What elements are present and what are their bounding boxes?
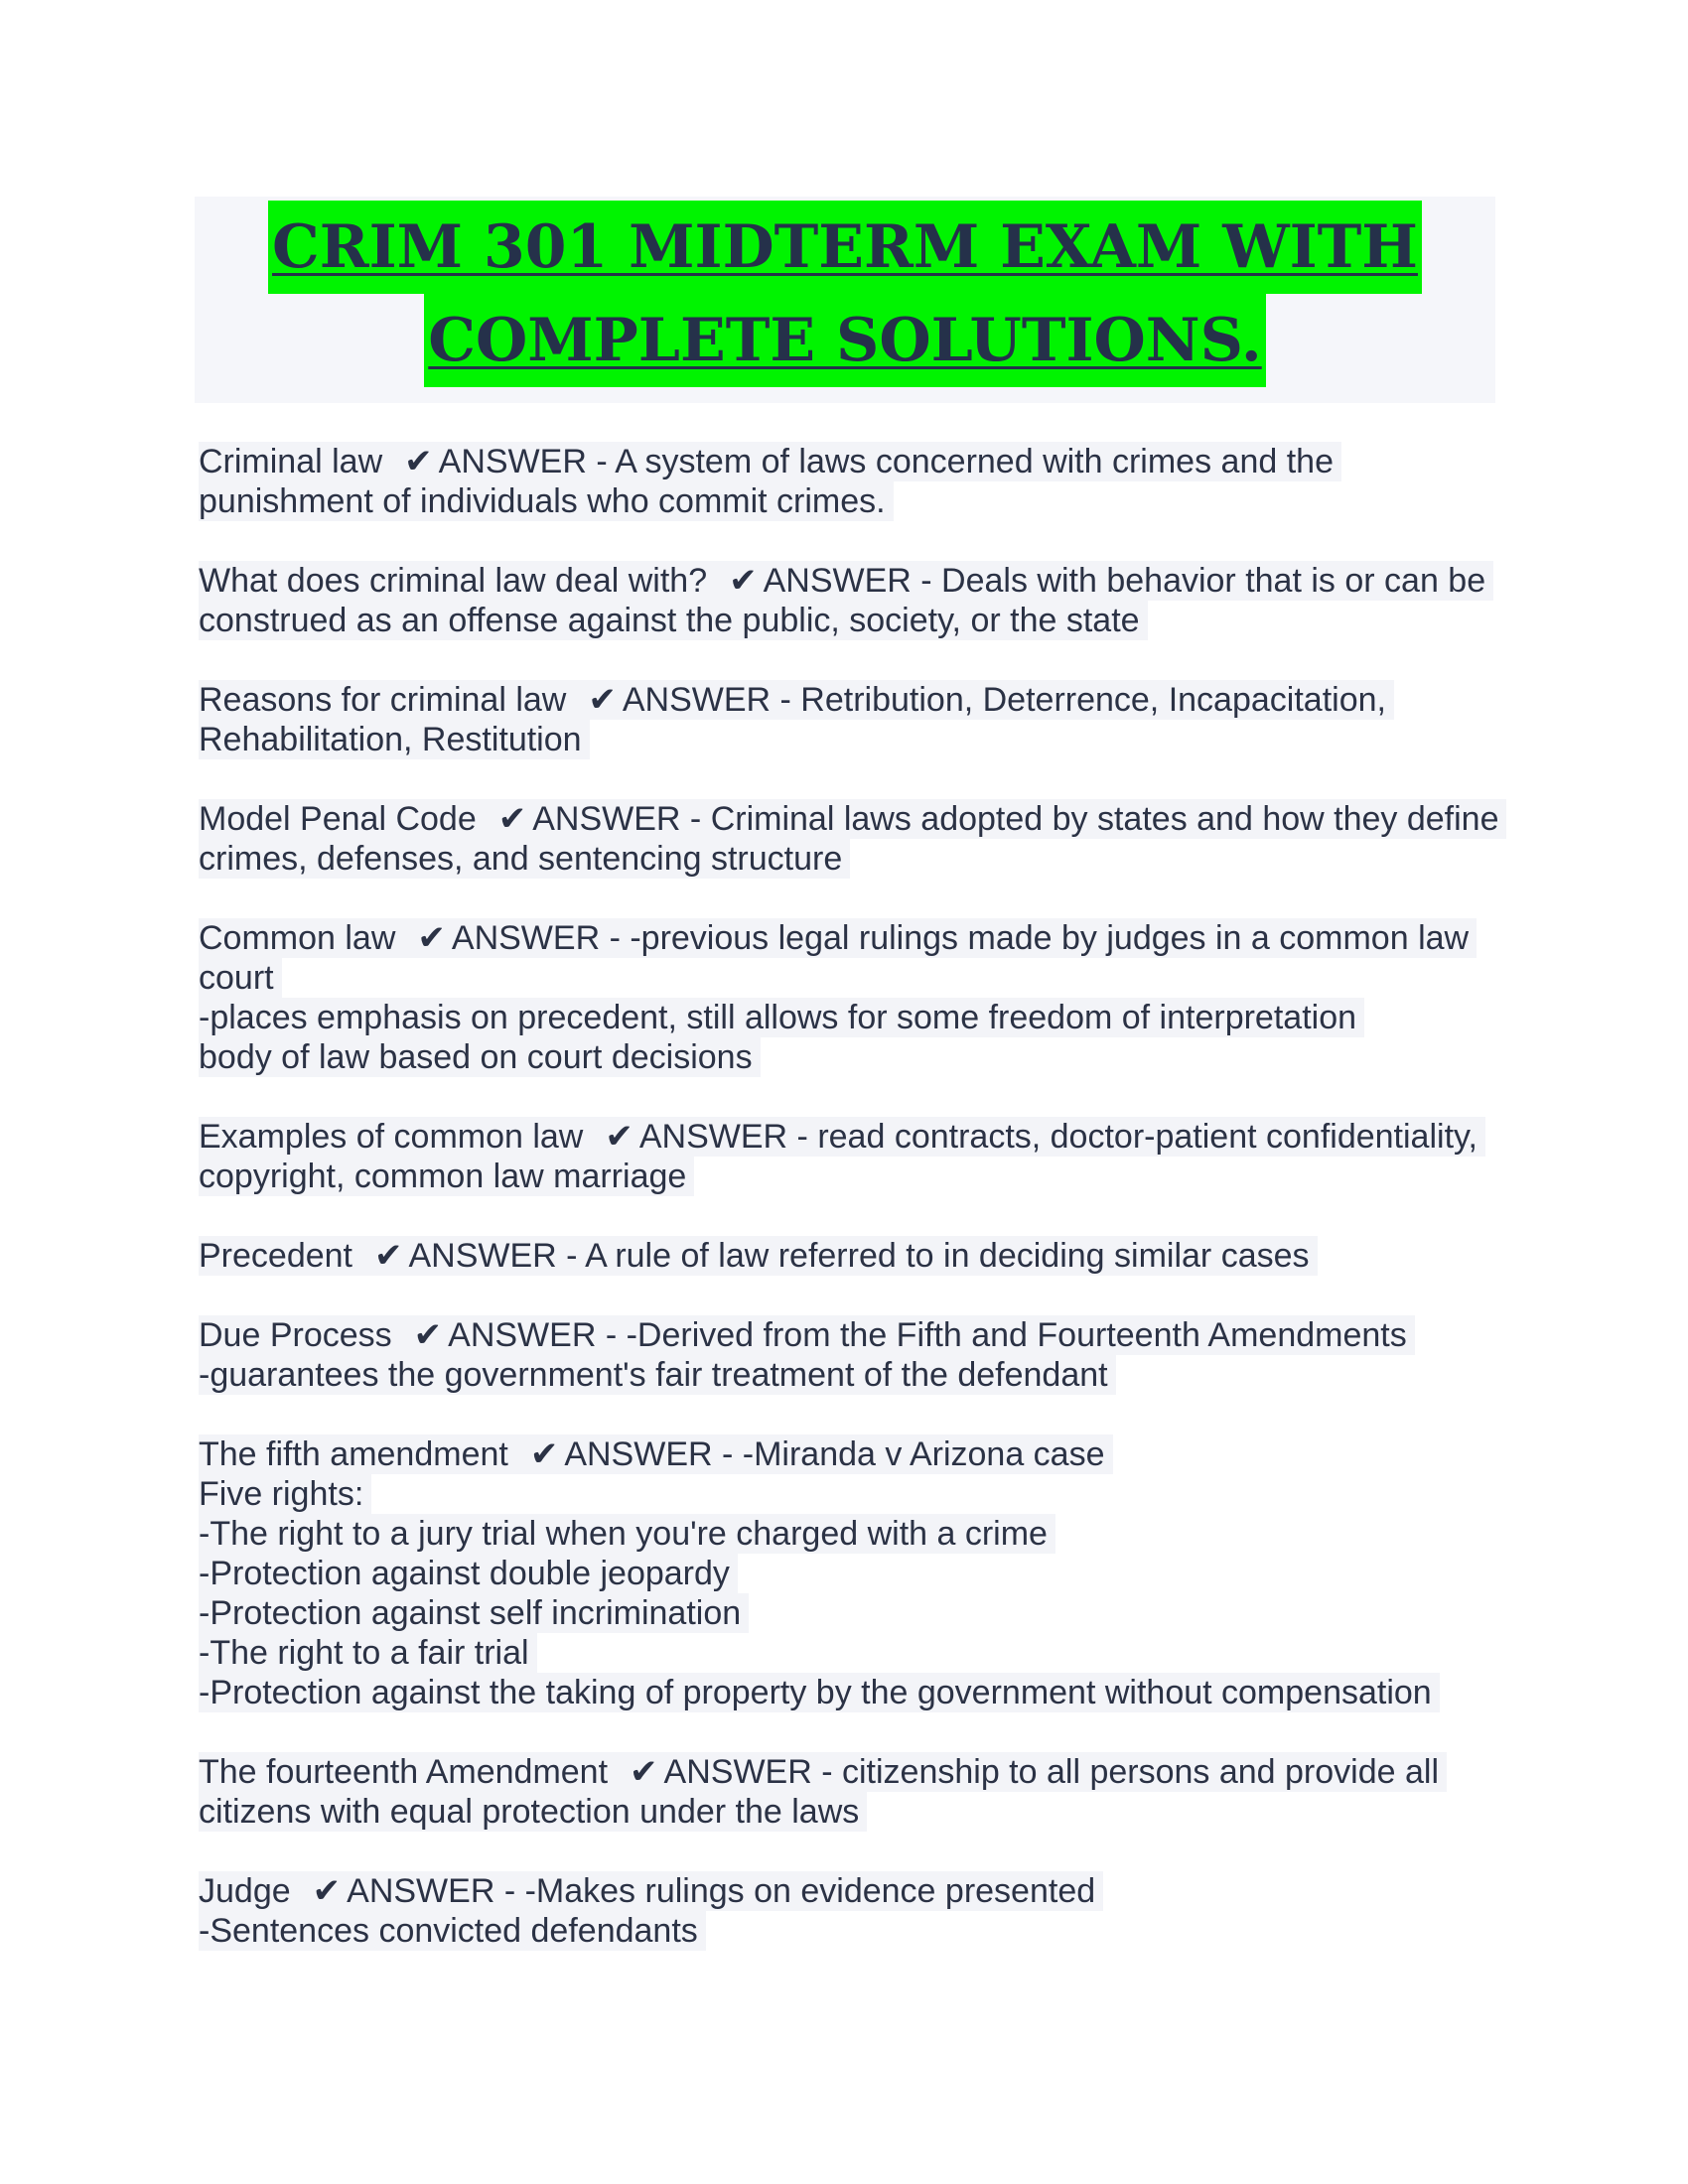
qa-answer-continued: -Protection against self incrimination <box>199 1593 749 1633</box>
qa-answer: ANSWER - Deals with behavior that is or can be <box>763 562 1486 600</box>
qa-item <box>199 1434 1499 1712</box>
qa-first-line <box>199 561 1493 601</box>
qa-answer-continued: body of law based on court decisions <box>199 1037 761 1077</box>
qa-first-line <box>199 918 1477 958</box>
qa-first-line <box>199 442 1341 481</box>
qa-item <box>199 561 1499 640</box>
check-mark-icon: ✔ <box>605 1118 633 1156</box>
check-mark-icon: ✔ <box>404 443 433 480</box>
qa-answer: ANSWER - -Miranda v Arizona case <box>564 1435 1105 1473</box>
qa-first-line <box>199 1236 1318 1276</box>
qa-term: The fourteenth Amendment <box>199 1753 609 1791</box>
qa-answer-continued: -places emphasis on precedent, still allows for some freedom of interpretation <box>199 998 1364 1037</box>
check-mark-icon: ✔ <box>374 1237 403 1275</box>
qa-term: Judge <box>199 1872 291 1910</box>
qa-answer-continued: -Protection against double jeopardy <box>199 1554 738 1593</box>
check-mark-icon: ✔ <box>312 1872 342 1910</box>
check-mark-icon: ✔ <box>497 800 527 838</box>
qa-answer-continued: -guarantees the government's fair treatment of the defendant <box>199 1355 1116 1395</box>
qa-item <box>199 1752 1499 1832</box>
qa-answer-continued: crimes, defenses, and sentencing structure <box>199 839 850 879</box>
qa-first-line <box>199 1117 1485 1157</box>
qa-term: Examples of common law <box>199 1118 584 1156</box>
qa-answer: ANSWER - -previous legal rulings made by judges in a common law <box>451 919 1470 957</box>
check-mark-icon: ✔ <box>729 562 758 600</box>
title-line-1: CRIM 301 MIDTERM EXAM WITH <box>268 201 1422 294</box>
qa-answer: ANSWER - A rule of law referred to in deciding similar cases <box>408 1237 1310 1275</box>
qa-answer-continued: -The right to a fair trial <box>199 1633 537 1673</box>
qa-item <box>199 1117 1499 1196</box>
qa-term: Due Process <box>199 1316 392 1354</box>
qa-first-line <box>199 680 1394 720</box>
check-mark-icon: ✔ <box>588 681 617 719</box>
qa-answer-continued: citizens with equal protection under the laws <box>199 1792 867 1832</box>
qa-answer-continued: -Protection against the taking of property by the government without compensation <box>199 1673 1440 1712</box>
qa-answer-continued: construed as an offense against the public, society, or the state <box>199 601 1148 640</box>
qa-first-line <box>199 799 1506 839</box>
check-mark-icon: ✔ <box>529 1435 559 1473</box>
qa-term: Reasons for criminal law <box>199 681 567 719</box>
qa-first-line <box>199 1871 1103 1911</box>
check-mark-icon: ✔ <box>413 1316 443 1354</box>
qa-term: What does criminal law deal with? <box>199 562 708 600</box>
document-title <box>195 197 1495 403</box>
qa-answer-continued: Rehabilitation, Restitution <box>199 720 590 759</box>
qa-term: Model Penal Code <box>199 800 477 838</box>
qa-item <box>199 1315 1499 1395</box>
qa-answer: ANSWER - A system of laws concerned with crimes and the <box>438 443 1334 480</box>
qa-answer: ANSWER - read contracts, doctor-patient confidentiality, <box>638 1118 1477 1156</box>
qa-term: Criminal law <box>199 443 383 480</box>
qa-answer-continued: -The right to a jury trial when you're charged with a crime <box>199 1514 1055 1554</box>
qa-item <box>199 799 1499 879</box>
qa-first-line <box>199 1752 1447 1792</box>
qa-item <box>199 918 1499 1077</box>
qa-item <box>199 442 1499 521</box>
qa-answer: ANSWER - citizenship to all persons and provide all <box>663 1753 1440 1791</box>
qa-first-line <box>199 1434 1113 1474</box>
qa-item <box>199 1236 1499 1276</box>
check-mark-icon: ✔ <box>630 1753 658 1791</box>
qa-answer: ANSWER - Criminal laws adopted by states and how they define <box>532 800 1499 838</box>
qa-first-line <box>199 1315 1415 1355</box>
qa-answer-continued: -Sentences convicted defendants <box>199 1911 706 1951</box>
check-mark-icon: ✔ <box>417 919 446 957</box>
qa-term: Precedent <box>199 1237 352 1275</box>
qa-answer: ANSWER - Retribution, Deterrence, Incapacitation, <box>622 681 1386 719</box>
qa-answer-continued: Five rights: <box>199 1474 371 1514</box>
qa-item <box>199 1871 1499 1951</box>
qa-answer-continued: punishment of individuals who commit crimes. <box>199 481 894 521</box>
qa-answer-continued: court <box>199 958 282 998</box>
qa-answer-continued: copyright, common law marriage <box>199 1157 694 1196</box>
qa-term: Common law <box>199 919 396 957</box>
qa-item <box>199 680 1499 759</box>
qa-list <box>199 442 1499 1990</box>
qa-answer: ANSWER - -Derived from the Fifth and Fourteenth Amendments <box>448 1316 1407 1354</box>
title-line-2: COMPLETE SOLUTIONS. <box>424 294 1265 387</box>
qa-term: The fifth amendment <box>199 1435 508 1473</box>
qa-answer: ANSWER - -Makes rulings on evidence presented <box>347 1872 1096 1910</box>
